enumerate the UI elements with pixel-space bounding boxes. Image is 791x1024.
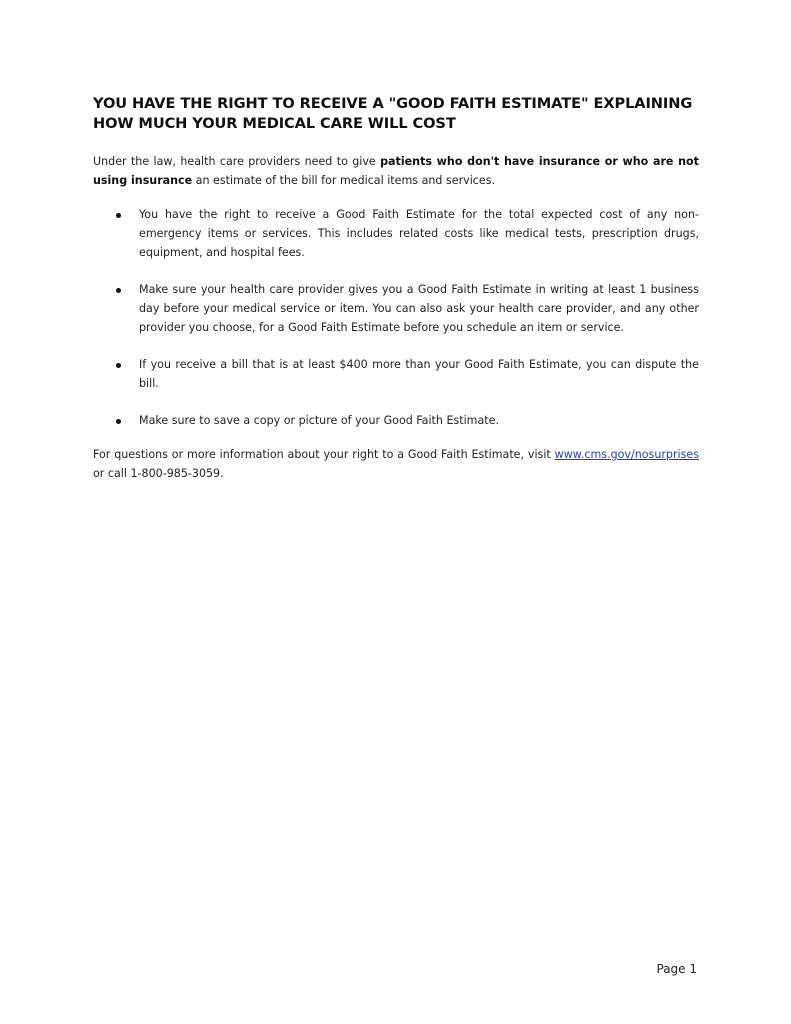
list-item-text: Make sure to save a copy or picture of your Good Faith Estimate.	[139, 414, 499, 427]
intro-text-end: an estimate of the bill for medical items and services.	[192, 174, 496, 187]
contact-text-start: For questions or more information about your right to a Good Faith Estimate, visit	[93, 448, 555, 461]
list-item	[93, 355, 699, 393]
list-item	[93, 411, 699, 430]
contact-paragraph	[93, 445, 699, 483]
bullet-dot-icon	[116, 288, 121, 293]
list-item-text: Make sure your health care provider gives you a Good Faith Estimate in writing at least 1 business day before your medical service or item. You can also ask your health care provider, and any other provider you choose, for a Good Faith Estimate before you schedule an item or service.	[139, 283, 699, 334]
list-item-text: If you receive a bill that is at least $400 more than your Good Faith Estimate, you can dispute the bill.	[139, 358, 699, 390]
page-number: Page 1	[656, 962, 697, 976]
rights-list	[93, 205, 699, 448]
bullet-dot-icon	[116, 213, 121, 218]
intro-paragraph	[93, 152, 699, 190]
page-title: YOU HAVE THE RIGHT TO RECEIVE A "GOOD FAITH ESTIMATE" EXPLAINING HOW MUCH YOUR MEDICAL CARE WILL COST	[93, 95, 693, 132]
contact-text-end: or call 1-800-985-3059.	[93, 467, 224, 480]
intro-text-start: Under the law, health care providers need to give	[93, 155, 381, 168]
list-item	[93, 280, 699, 337]
intro-text-bold: patients who don't have insurance or who are not using insurance	[93, 155, 699, 187]
nosurprises-link[interactable]: www.cms.gov/nosurprises	[554, 448, 699, 461]
bullet-dot-icon	[116, 419, 121, 424]
list-item	[93, 205, 699, 262]
bullet-dot-icon	[116, 363, 121, 368]
list-item-text: You have the right to receive a Good Faith Estimate for the total expected cost of any non-emergency items or services. This includes related costs like medical tests, prescription drugs, equipment, and hospital fees.	[139, 208, 699, 259]
